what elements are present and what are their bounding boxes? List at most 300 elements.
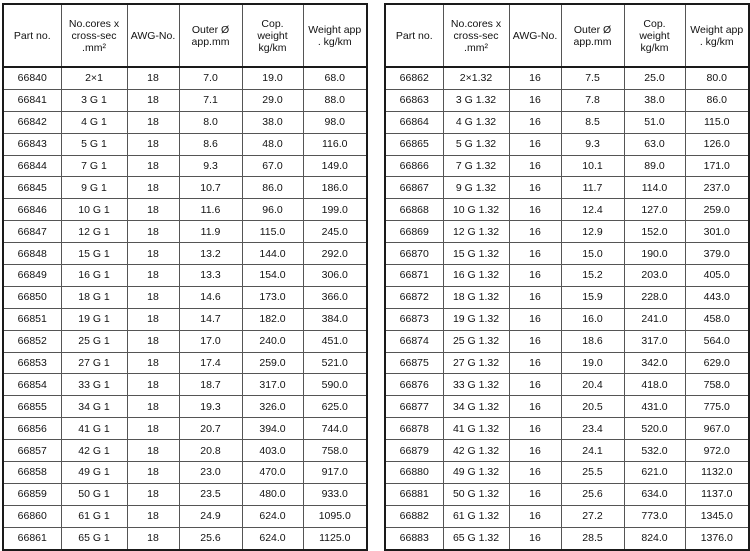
table-row (3, 177, 367, 199)
cell-part-no: 66876 (385, 374, 443, 396)
cell-awg: 18 (127, 199, 179, 221)
cell-weight: 1132.0 (685, 462, 749, 484)
cell-cores: 18 G 1.32 (443, 286, 509, 308)
cell-outer-diameter: 13.3 (179, 265, 242, 287)
cell-copper-weight: 51.0 (624, 111, 685, 133)
cell-outer-diameter: 11.9 (179, 221, 242, 243)
cell-cores: 27 G 1 (61, 352, 127, 374)
cell-weight: 306.0 (303, 265, 367, 287)
cell-awg: 18 (127, 243, 179, 265)
table-body (3, 67, 367, 550)
cell-part-no: 66851 (3, 308, 61, 330)
cell-cores: 15 G 1 (61, 243, 127, 265)
cell-weight: 917.0 (303, 462, 367, 484)
cell-cores: 33 G 1.32 (443, 374, 509, 396)
cell-weight: 443.0 (685, 286, 749, 308)
cell-copper-weight: 86.0 (242, 177, 303, 199)
cell-part-no: 66880 (385, 462, 443, 484)
header-copper-weight: Cop. weight kg/km (624, 4, 685, 67)
cell-awg: 16 (509, 265, 561, 287)
cell-part-no: 66844 (3, 155, 61, 177)
table-row (3, 396, 367, 418)
cell-copper-weight: 317.0 (624, 330, 685, 352)
cell-part-no: 66855 (3, 396, 61, 418)
cell-part-no: 66861 (3, 527, 61, 549)
cell-copper-weight: 241.0 (624, 308, 685, 330)
cell-copper-weight: 624.0 (242, 505, 303, 527)
cell-cores: 19 G 1.32 (443, 308, 509, 330)
cell-copper-weight: 96.0 (242, 199, 303, 221)
cell-outer-diameter: 15.9 (561, 286, 624, 308)
cell-awg: 16 (509, 505, 561, 527)
cell-part-no: 66845 (3, 177, 61, 199)
cell-awg: 16 (509, 374, 561, 396)
cell-outer-diameter: 24.9 (179, 505, 242, 527)
cell-cores: 27 G 1.32 (443, 352, 509, 374)
cell-awg: 16 (509, 155, 561, 177)
table-row (385, 418, 749, 440)
cell-outer-diameter: 15.2 (561, 265, 624, 287)
cell-awg: 18 (127, 374, 179, 396)
cell-copper-weight: 326.0 (242, 396, 303, 418)
cell-weight: 564.0 (685, 330, 749, 352)
cell-part-no: 66879 (385, 440, 443, 462)
cell-part-no: 66860 (3, 505, 61, 527)
cell-awg: 18 (127, 111, 179, 133)
cell-part-no: 66871 (385, 265, 443, 287)
table-row (385, 243, 749, 265)
cell-weight: 259.0 (685, 199, 749, 221)
cell-awg: 16 (509, 308, 561, 330)
cell-cores: 42 G 1.32 (443, 440, 509, 462)
cell-cores: 16 G 1 (61, 265, 127, 287)
cell-outer-diameter: 11.7 (561, 177, 624, 199)
cell-cores: 41 G 1.32 (443, 418, 509, 440)
cell-part-no: 66868 (385, 199, 443, 221)
cell-cores: 12 G 1 (61, 221, 127, 243)
cell-cores: 9 G 1.32 (443, 177, 509, 199)
cell-copper-weight: 773.0 (624, 505, 685, 527)
cell-copper-weight: 89.0 (624, 155, 685, 177)
cell-awg: 18 (127, 483, 179, 505)
cell-cores: 42 G 1 (61, 440, 127, 462)
cell-weight: 68.0 (303, 67, 367, 89)
cell-copper-weight: 114.0 (624, 177, 685, 199)
table-row (385, 221, 749, 243)
header-cores-cross-section: No.cores x cross-sec .mm² (61, 4, 127, 67)
cell-outer-diameter: 20.4 (561, 374, 624, 396)
cell-cores: 18 G 1 (61, 286, 127, 308)
cell-awg: 16 (509, 89, 561, 111)
table-row (3, 527, 367, 549)
table-row (385, 199, 749, 221)
cell-awg: 18 (127, 396, 179, 418)
cell-outer-diameter: 14.7 (179, 308, 242, 330)
table-row (385, 111, 749, 133)
cell-outer-diameter: 17.0 (179, 330, 242, 352)
cell-outer-diameter: 12.9 (561, 221, 624, 243)
cell-outer-diameter: 18.6 (561, 330, 624, 352)
cell-cores: 5 G 1.32 (443, 133, 509, 155)
header-outer-diameter: Outer Ø app.mm (561, 4, 624, 67)
cell-weight: 1376.0 (685, 527, 749, 549)
cell-weight: 171.0 (685, 155, 749, 177)
table-header-row (385, 4, 749, 67)
cell-awg: 18 (127, 133, 179, 155)
cell-outer-diameter: 15.0 (561, 243, 624, 265)
table-row (3, 418, 367, 440)
cell-part-no: 66883 (385, 527, 443, 549)
cell-outer-diameter: 19.0 (561, 352, 624, 374)
cell-outer-diameter: 7.1 (179, 89, 242, 111)
table-row (385, 155, 749, 177)
cell-cores: 3 G 1 (61, 89, 127, 111)
cable-table-awg16 (384, 3, 750, 551)
cell-outer-diameter: 12.4 (561, 199, 624, 221)
cell-outer-diameter: 14.6 (179, 286, 242, 308)
cell-cores: 61 G 1.32 (443, 505, 509, 527)
cell-cores: 12 G 1.32 (443, 221, 509, 243)
cell-part-no: 66882 (385, 505, 443, 527)
table-row (385, 527, 749, 549)
cell-copper-weight: 154.0 (242, 265, 303, 287)
cell-part-no: 66852 (3, 330, 61, 352)
cell-awg: 18 (127, 221, 179, 243)
cell-part-no: 66864 (385, 111, 443, 133)
cell-outer-diameter: 7.0 (179, 67, 242, 89)
cell-weight: 115.0 (685, 111, 749, 133)
table-row (385, 89, 749, 111)
cell-cores: 25 G 1 (61, 330, 127, 352)
cell-outer-diameter: 25.5 (561, 462, 624, 484)
cell-part-no: 66872 (385, 286, 443, 308)
table-row (3, 286, 367, 308)
cell-cores: 50 G 1 (61, 483, 127, 505)
cell-weight: 758.0 (685, 374, 749, 396)
cell-awg: 16 (509, 396, 561, 418)
header-weight: Weight app . kg/km (685, 4, 749, 67)
cell-weight: 237.0 (685, 177, 749, 199)
cell-cores: 15 G 1.32 (443, 243, 509, 265)
cell-copper-weight: 317.0 (242, 374, 303, 396)
cell-part-no: 66857 (3, 440, 61, 462)
cell-outer-diameter: 28.5 (561, 527, 624, 549)
table-row (385, 396, 749, 418)
cell-part-no: 66877 (385, 396, 443, 418)
cell-part-no: 66869 (385, 221, 443, 243)
cell-part-no: 66858 (3, 462, 61, 484)
cell-copper-weight: 19.0 (242, 67, 303, 89)
cell-cores: 10 G 1 (61, 199, 127, 221)
table-row (385, 265, 749, 287)
table-row (3, 89, 367, 111)
cell-copper-weight: 48.0 (242, 133, 303, 155)
table-row (3, 67, 367, 89)
cell-part-no: 66848 (3, 243, 61, 265)
cell-awg: 18 (127, 286, 179, 308)
cell-cores: 33 G 1 (61, 374, 127, 396)
table-row (3, 133, 367, 155)
cell-part-no: 66840 (3, 67, 61, 89)
cell-awg: 16 (509, 440, 561, 462)
cell-weight: 126.0 (685, 133, 749, 155)
cell-outer-diameter: 27.2 (561, 505, 624, 527)
cell-awg: 16 (509, 286, 561, 308)
cell-outer-diameter: 23.5 (179, 483, 242, 505)
cell-part-no: 66856 (3, 418, 61, 440)
cell-copper-weight: 203.0 (624, 265, 685, 287)
cell-copper-weight: 173.0 (242, 286, 303, 308)
cell-outer-diameter: 25.6 (179, 527, 242, 549)
cell-cores: 2×1.32 (443, 67, 509, 89)
table-header-row (3, 4, 367, 67)
table-row (385, 67, 749, 89)
cell-outer-diameter: 23.4 (561, 418, 624, 440)
cell-weight: 86.0 (685, 89, 749, 111)
cell-copper-weight: 25.0 (624, 67, 685, 89)
cell-awg: 16 (509, 483, 561, 505)
cell-copper-weight: 259.0 (242, 352, 303, 374)
cell-awg: 18 (127, 440, 179, 462)
cell-cores: 49 G 1.32 (443, 462, 509, 484)
table-row (385, 483, 749, 505)
cell-part-no: 66881 (385, 483, 443, 505)
cell-cores: 16 G 1.32 (443, 265, 509, 287)
cell-weight: 933.0 (303, 483, 367, 505)
table-row (385, 286, 749, 308)
cell-awg: 16 (509, 352, 561, 374)
cell-weight: 521.0 (303, 352, 367, 374)
cell-awg: 18 (127, 462, 179, 484)
cell-cores: 41 G 1 (61, 418, 127, 440)
cell-awg: 16 (509, 67, 561, 89)
cell-cores: 65 G 1 (61, 527, 127, 549)
cell-part-no: 66847 (3, 221, 61, 243)
cell-cores: 5 G 1 (61, 133, 127, 155)
cell-outer-diameter: 8.6 (179, 133, 242, 155)
header-awg-no: AWG-No. (127, 4, 179, 67)
cell-copper-weight: 431.0 (624, 396, 685, 418)
cell-copper-weight: 63.0 (624, 133, 685, 155)
cell-weight: 972.0 (685, 440, 749, 462)
cell-copper-weight: 127.0 (624, 199, 685, 221)
cell-copper-weight: 824.0 (624, 527, 685, 549)
cell-awg: 18 (127, 352, 179, 374)
cell-awg: 18 (127, 89, 179, 111)
cell-awg: 16 (509, 111, 561, 133)
cell-part-no: 66875 (385, 352, 443, 374)
table-row (3, 352, 367, 374)
cell-outer-diameter: 25.6 (561, 483, 624, 505)
cell-weight: 384.0 (303, 308, 367, 330)
cell-copper-weight: 38.0 (624, 89, 685, 111)
table-row (3, 440, 367, 462)
cell-part-no: 66849 (3, 265, 61, 287)
cell-copper-weight: 634.0 (624, 483, 685, 505)
cell-weight: 199.0 (303, 199, 367, 221)
cell-cores: 34 G 1 (61, 396, 127, 418)
table-row (3, 111, 367, 133)
table-row (3, 308, 367, 330)
table-row (3, 462, 367, 484)
cell-outer-diameter: 8.5 (561, 111, 624, 133)
cell-awg: 18 (127, 265, 179, 287)
cell-weight: 405.0 (685, 265, 749, 287)
cell-outer-diameter: 18.7 (179, 374, 242, 396)
cell-copper-weight: 470.0 (242, 462, 303, 484)
cell-copper-weight: 190.0 (624, 243, 685, 265)
cell-part-no: 66866 (385, 155, 443, 177)
cell-weight: 451.0 (303, 330, 367, 352)
table-row (3, 330, 367, 352)
table-row (385, 352, 749, 374)
cell-outer-diameter: 11.6 (179, 199, 242, 221)
cell-weight: 149.0 (303, 155, 367, 177)
cell-copper-weight: 418.0 (624, 374, 685, 396)
cell-weight: 1345.0 (685, 505, 749, 527)
cell-outer-diameter: 10.7 (179, 177, 242, 199)
cell-awg: 18 (127, 177, 179, 199)
cell-cores: 65 G 1.32 (443, 527, 509, 549)
cell-weight: 88.0 (303, 89, 367, 111)
cell-part-no: 66841 (3, 89, 61, 111)
cell-outer-diameter: 20.5 (561, 396, 624, 418)
cell-weight: 629.0 (685, 352, 749, 374)
cell-part-no: 66853 (3, 352, 61, 374)
cell-copper-weight: 342.0 (624, 352, 685, 374)
cell-weight: 186.0 (303, 177, 367, 199)
cell-copper-weight: 67.0 (242, 155, 303, 177)
cell-cores: 19 G 1 (61, 308, 127, 330)
cell-awg: 16 (509, 199, 561, 221)
cell-weight: 967.0 (685, 418, 749, 440)
cell-cores: 4 G 1 (61, 111, 127, 133)
table-row (3, 374, 367, 396)
cell-part-no: 66846 (3, 199, 61, 221)
cell-awg: 18 (127, 155, 179, 177)
cell-weight: 80.0 (685, 67, 749, 89)
cell-copper-weight: 621.0 (624, 462, 685, 484)
cell-awg: 18 (127, 308, 179, 330)
header-part-no: Part no. (385, 4, 443, 67)
cell-cores: 10 G 1.32 (443, 199, 509, 221)
table-row (385, 374, 749, 396)
cell-copper-weight: 403.0 (242, 440, 303, 462)
table-row (385, 330, 749, 352)
cell-copper-weight: 394.0 (242, 418, 303, 440)
cell-awg: 16 (509, 221, 561, 243)
header-copper-weight: Cop. weight kg/km (242, 4, 303, 67)
cable-table-awg18 (2, 3, 368, 551)
cell-outer-diameter: 9.3 (179, 155, 242, 177)
cell-weight: 292.0 (303, 243, 367, 265)
cell-copper-weight: 240.0 (242, 330, 303, 352)
cell-part-no: 66873 (385, 308, 443, 330)
cell-awg: 18 (127, 418, 179, 440)
cell-part-no: 66842 (3, 111, 61, 133)
table-row (385, 177, 749, 199)
cell-weight: 1125.0 (303, 527, 367, 549)
cell-part-no: 66843 (3, 133, 61, 155)
cell-part-no: 66863 (385, 89, 443, 111)
cell-copper-weight: 624.0 (242, 527, 303, 549)
cell-weight: 625.0 (303, 396, 367, 418)
table-row (385, 462, 749, 484)
cell-awg: 16 (509, 462, 561, 484)
cell-copper-weight: 532.0 (624, 440, 685, 462)
cell-awg: 16 (509, 527, 561, 549)
cell-cores: 3 G 1.32 (443, 89, 509, 111)
header-part-no: Part no. (3, 4, 61, 67)
cell-awg: 16 (509, 330, 561, 352)
header-weight: Weight app . kg/km (303, 4, 367, 67)
table-row (385, 308, 749, 330)
cell-part-no: 66874 (385, 330, 443, 352)
cell-outer-diameter: 13.2 (179, 243, 242, 265)
cell-weight: 758.0 (303, 440, 367, 462)
cell-awg: 18 (127, 527, 179, 549)
header-awg-no: AWG-No. (509, 4, 561, 67)
cell-part-no: 66870 (385, 243, 443, 265)
cell-awg: 16 (509, 418, 561, 440)
cell-outer-diameter: 17.4 (179, 352, 242, 374)
cell-outer-diameter: 8.0 (179, 111, 242, 133)
cell-cores: 4 G 1.32 (443, 111, 509, 133)
cell-copper-weight: 29.0 (242, 89, 303, 111)
cell-outer-diameter: 7.8 (561, 89, 624, 111)
cell-cores: 50 G 1.32 (443, 483, 509, 505)
cell-weight: 301.0 (685, 221, 749, 243)
cell-outer-diameter: 16.0 (561, 308, 624, 330)
table-row (3, 483, 367, 505)
cell-cores: 7 G 1 (61, 155, 127, 177)
cell-outer-diameter: 9.3 (561, 133, 624, 155)
cell-awg: 16 (509, 133, 561, 155)
cell-outer-diameter: 20.8 (179, 440, 242, 462)
cell-part-no: 66854 (3, 374, 61, 396)
cell-weight: 1095.0 (303, 505, 367, 527)
cell-outer-diameter: 7.5 (561, 67, 624, 89)
table-body (385, 67, 749, 550)
cell-awg: 18 (127, 505, 179, 527)
cell-copper-weight: 228.0 (624, 286, 685, 308)
cell-copper-weight: 520.0 (624, 418, 685, 440)
cell-copper-weight: 480.0 (242, 483, 303, 505)
header-outer-diameter: Outer Ø app.mm (179, 4, 242, 67)
cell-copper-weight: 115.0 (242, 221, 303, 243)
cell-awg: 18 (127, 67, 179, 89)
table-row (3, 221, 367, 243)
cell-cores: 9 G 1 (61, 177, 127, 199)
cell-copper-weight: 182.0 (242, 308, 303, 330)
cell-cores: 25 G 1.32 (443, 330, 509, 352)
cell-weight: 590.0 (303, 374, 367, 396)
table-row (3, 155, 367, 177)
cell-copper-weight: 144.0 (242, 243, 303, 265)
cell-part-no: 66878 (385, 418, 443, 440)
header-cores-cross-section: No.cores x cross-sec .mm² (443, 4, 509, 67)
cell-copper-weight: 38.0 (242, 111, 303, 133)
cell-awg: 18 (127, 330, 179, 352)
table-row (3, 265, 367, 287)
cell-outer-diameter: 19.3 (179, 396, 242, 418)
cell-weight: 1137.0 (685, 483, 749, 505)
cell-weight: 775.0 (685, 396, 749, 418)
table-row (3, 243, 367, 265)
cell-weight: 245.0 (303, 221, 367, 243)
cell-outer-diameter: 20.7 (179, 418, 242, 440)
cell-part-no: 66862 (385, 67, 443, 89)
